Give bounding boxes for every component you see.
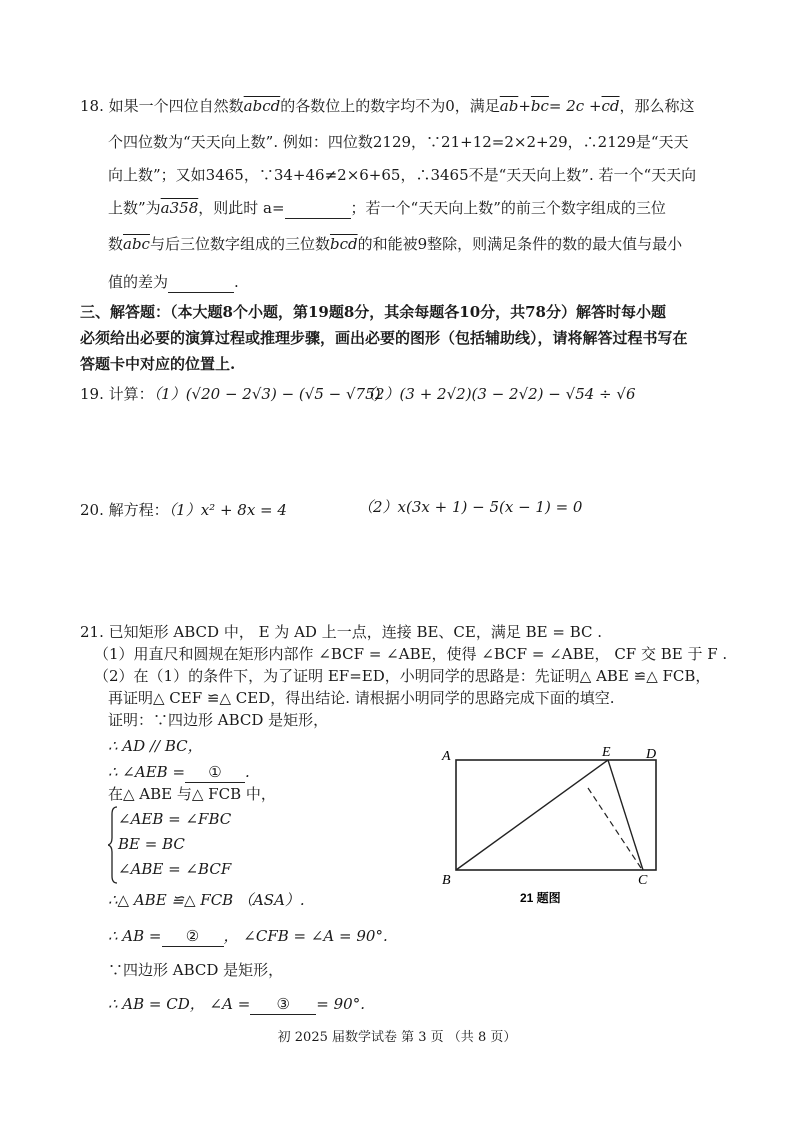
q18-line5: 数$\overline{abc}$与后三位数字组成的三位数$\overline{bcd}$的和能被9整除，则满足条件的数的最大值与最小 xyxy=(108,235,683,253)
label-d: D xyxy=(646,747,657,762)
q19-number: 19. xyxy=(80,385,104,403)
system-eq2: BE = BC xyxy=(118,835,185,853)
q21-blank-3[interactable]: ③ xyxy=(250,994,316,1015)
label-c: C xyxy=(638,873,648,888)
q21-line11: ∵四边形 ABCD 是矩形， xyxy=(108,961,284,979)
q18-blank-diff[interactable] xyxy=(168,272,234,293)
left-brace-icon xyxy=(108,806,118,884)
q18-line3: 向上数”；又如3465，∵34+46≠2×6+65，∴3465不是“天天向上数”. 若一个“天天向 xyxy=(108,166,697,184)
q19-part1: （1）(√20 − 2√3) − (√5 − √75) xyxy=(153,385,381,403)
q18-number: 18. xyxy=(80,97,104,115)
q21-line6: ∴ AD // BC， xyxy=(108,737,203,755)
q21-line8: 在△ ABE 与△ FCB 中， xyxy=(108,785,276,803)
q21-figure xyxy=(438,738,668,910)
q21-line4: 再证明△ CEF ≌△ CED，得出结论. 请根据小明同学的思路完成下面的填空. xyxy=(108,689,615,707)
segment-ce xyxy=(608,760,643,870)
q21-blank-1[interactable]: ① xyxy=(185,762,245,783)
label-a: A xyxy=(442,749,451,764)
q21-number: 21. xyxy=(80,623,104,641)
segment-be xyxy=(456,760,608,870)
q21-line10: ∴ AB = ② ， ∠CFB = ∠A = 90°. xyxy=(108,927,388,945)
system-eq1: ∠AEB = ∠FBC xyxy=(118,810,232,828)
q21-line3: （2）在（1）的条件下，为了证明 EF=ED，小明同学的思路是：先证明△ ABE ≌△ FCB， xyxy=(94,667,711,685)
q20-part2: （2）x(3x + 1) − 5(x − 1) = 0 xyxy=(358,498,583,516)
label-e: E xyxy=(602,745,611,760)
q18-line6: 值的差为 . xyxy=(108,273,239,291)
q18-line4: 上数”为a358，则此时 a= ；若一个“天天向上数”的前三个数字组成的三位 xyxy=(108,199,666,217)
q21-line5: 证明：∵四边形 ABCD 是矩形， xyxy=(108,711,329,729)
section3-line1: 三、解答题：（本大题8个小题，第19题8分，其余每题各10分，共78分）解答时每小题 xyxy=(80,303,666,321)
q21-line1: 21. 已知矩形 ABCD 中， E 为 AD 上一点，连接 BE、CE，满足 BE = BC . xyxy=(80,623,603,641)
rectangle-diagram xyxy=(438,738,668,910)
q18-line1: 18. 如果一个四位自然数abcd的各数位上的数字均不为0，满足$\overline{ab}+\overline{bc}= 2c +\overline{cd}$，那么称这 xyxy=(80,97,695,115)
q21-line9: ∴△ ABE ≌△ FCB （ASA）. xyxy=(108,891,305,909)
q21-line7: ∴ ∠AEB = ① . xyxy=(108,763,250,781)
q19-line: 19. 计算：（1）(√20 − 2√3) − (√5 − √75) xyxy=(80,385,381,403)
q20-line: 20. 解方程：（1）x² + 8x = 4 xyxy=(80,501,287,519)
section3-line2: 必须给出必要的演算过程或推理步骤，画出必要的图形（包括辅助线），请将解答过程书写在 xyxy=(80,329,688,347)
figure-caption: 21 题图 xyxy=(520,891,561,905)
system-eq3: ∠ABE = ∠BCF xyxy=(118,860,232,878)
q21-blank-2[interactable]: ② xyxy=(162,926,224,947)
section3-line3: 答题卡中对应的位置上. xyxy=(80,355,236,373)
q19-part2: （2）(3 + 2√2)(3 − 2√2) − √54 ÷ √6 xyxy=(360,385,636,403)
q20-part1: （1）x² + 8x = 4 xyxy=(168,501,287,519)
q18-blank-a[interactable] xyxy=(285,198,351,219)
page-footer: 初 2025 届数学试卷 第 3 页 （共 8 页） xyxy=(277,1030,517,1045)
dashed-segment-cf xyxy=(588,788,641,868)
q21-line12: ∴ AB = CD， ∠A = ③ = 90°. xyxy=(108,995,365,1013)
q20-number: 20. xyxy=(80,501,104,519)
q18-line2: 个四位数为“天天向上数”. 例如：四位数2129，∵21+12=2×2+29，∴2129是“天天 xyxy=(108,133,689,151)
label-b: B xyxy=(442,873,451,888)
q21-line2: （1）用直尺和圆规在矩形内部作 ∠BCF = ∠ABE，使得 ∠BCF = ∠ABE， CF 交 BE 于 F . xyxy=(94,645,728,663)
